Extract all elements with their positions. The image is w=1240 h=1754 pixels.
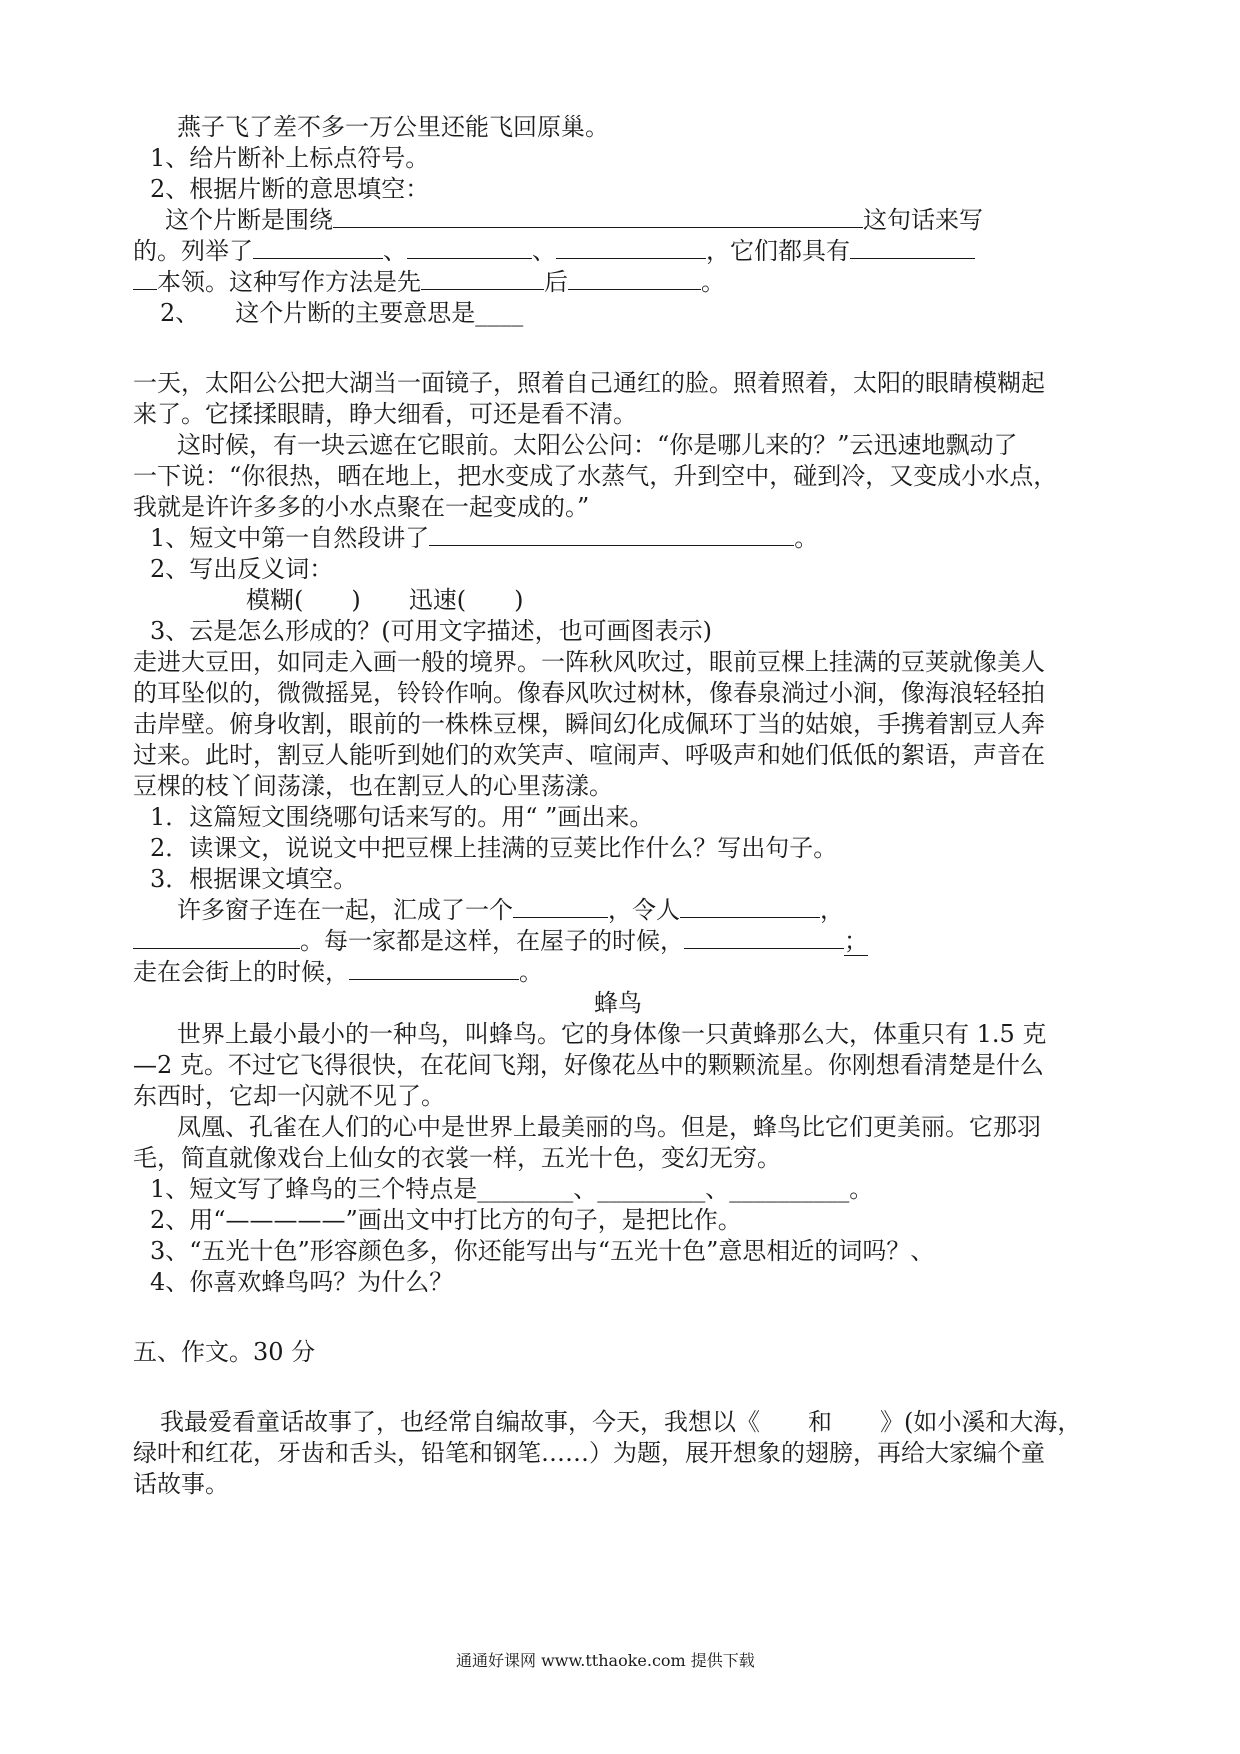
- question-line: 4、你喜欢蜂鸟吗？为什么？: [150, 1268, 454, 1296]
- paragraph-line: 的耳坠似的，微微摇晃，铃铃作响。像春风吹过树林，像春泉淌过小涧，像海浪轻轻拍: [133, 679, 1045, 707]
- text-fragment: 。每一家都是这样，在屋子的时候，: [300, 927, 684, 955]
- fill-blank-line: [133, 265, 725, 299]
- text-fragment: 这个片断是围绕: [165, 206, 333, 234]
- text-fragment: 走在会街上的时候，: [133, 958, 349, 986]
- text-fragment: ，它们都具有: [706, 237, 850, 265]
- question-line: 3、云是怎么形成的？(可用文字描述，也可画图表示): [150, 617, 712, 645]
- question-line: 2．读课文，说说文中把豆棵上挂满的豆荚比作什么？写出句子。: [150, 834, 838, 862]
- paragraph-line: 一天，太阳公公把大湖当一面镜子，照着自己通红的脸。照着照着，太阳的眼睛模糊起: [133, 369, 1045, 397]
- answer-blank[interactable]: [684, 924, 844, 949]
- fill-blank-line: [133, 234, 975, 268]
- text-line: 燕子飞了差不多一万公里还能飞回原巢。: [177, 113, 609, 141]
- fill-blank-line: [133, 955, 543, 989]
- paragraph-line: 豆棵的枝丫间荡漾，也在割豆人的心里荡漾。: [133, 772, 613, 800]
- text-fragment: 后: [544, 268, 568, 296]
- paragraph-line: 走进大豆田，如同走入画一般的境界。一阵秋风吹过，眼前豆棵上挂满的豆荚就像美人: [133, 648, 1045, 676]
- paragraph-line: 毛，简直就像戏台上仙女的衣裳一样，五光十色，变幻无穷。: [133, 1144, 781, 1172]
- paragraph-line: 绿叶和红花，牙齿和舌头，铅笔和钢笔……）为题，展开想象的翅膀，再给大家编个童: [133, 1439, 1045, 1467]
- question-line: 2、 这个片断的主要意思是____: [160, 299, 524, 327]
- answer-blank[interactable]: [333, 203, 863, 228]
- paragraph-line: 过来。此时，割豆人能听到她们的欢笑声、喧闹声、呼吸声和她们低低的絮语，声音在: [133, 741, 1045, 769]
- paragraph-line: 我就是许许多多的小水点聚在一起变成的。”: [133, 493, 590, 521]
- text-fragment: 许多窗子连在一起，汇成了一个: [177, 896, 513, 924]
- paragraph-line: 这时候，有一块云遮在它眼前。太阳公公问：“你是哪儿来的？”云迅速地飘动了: [177, 431, 1018, 459]
- paragraph-line: 击岸壁。俯身收割，眼前的一株株豆棵，瞬间幻化成佩环丁当的姑娘，手携着割豆人奔: [133, 710, 1045, 738]
- answer-blank[interactable]: [568, 265, 701, 290]
- question-line: 2、用“—————”画出文中打比方的句子，是把比作。: [150, 1206, 742, 1234]
- answer-blank[interactable]: [349, 955, 519, 980]
- section-heading: 五、作文。30 分: [133, 1338, 316, 1366]
- paragraph-line: 凤凰、孔雀在人们的心中是世界上最美丽的鸟。但是，蜂鸟比它们更美丽。它那羽: [177, 1113, 1041, 1141]
- paragraph-line: —2 克。不过它飞得很快，在花间飞翔，好像花丛中的颗颗流星。你刚想看清楚是什么: [133, 1051, 1044, 1079]
- answer-blank[interactable]: [407, 234, 532, 259]
- answer-blank[interactable]: [133, 924, 300, 949]
- paragraph-line: 世界上最小最小的一种鸟，叫蜂鸟。它的身体像一只黄蜂那么大，体重只有 1.5 克: [177, 1020, 1047, 1048]
- question-line: 1、短文写了蜂鸟的三个特点是________、_________、__________。: [150, 1175, 874, 1203]
- antonym-prompt: 模糊( ) 迅速( ): [246, 586, 524, 614]
- question-line: 3．根据课文填空。: [150, 865, 358, 893]
- page-footer: 通通好课网 www.tthaoke.com 提供下载: [456, 1651, 755, 1670]
- paragraph-line: 我最爱看童话故事了，也经常自编故事，今天，我想以《 和 》(如小溪和大海，: [160, 1408, 1082, 1436]
- question-line: 2、写出反义词：: [150, 555, 334, 583]
- paragraph-line: 东西时，它却一闪就不见了。: [133, 1082, 445, 1110]
- fill-blank-line: [165, 203, 983, 237]
- answer-blank[interactable]: [680, 893, 820, 918]
- text-fragment: ；: [844, 927, 868, 955]
- question-line: 1．这篇短文围绕哪句话来写的。用“ ”画出来。: [150, 803, 654, 831]
- text-fragment: 、: [383, 237, 407, 265]
- question-line: 3、“五光十色”形容颜色多，你还能写出与“五光十色”意思相近的词吗？、: [150, 1237, 935, 1265]
- paragraph-line: 来了。它揉揉眼睛，睁大细看，可还是看不清。: [133, 400, 637, 428]
- text-fragment: 本领。这种写作方法是先: [157, 268, 421, 296]
- text-fragment: 1、短文中第一自然段讲了: [150, 524, 430, 552]
- text-fragment: 这句话来写: [863, 206, 983, 234]
- fill-blank-line: [177, 893, 844, 927]
- answer-blank[interactable]: [850, 234, 975, 259]
- text-fragment: 。: [701, 268, 725, 296]
- answer-blank[interactable]: [429, 521, 794, 546]
- answer-blank[interactable]: [513, 893, 608, 918]
- fill-blank-line: [150, 521, 818, 555]
- text-fragment: 、: [532, 237, 556, 265]
- text-fragment: 的。列举了: [133, 237, 253, 265]
- text-fragment: ，: [820, 896, 844, 924]
- question-line: 2、根据片断的意思填空：: [150, 175, 430, 203]
- text-fragment: 。: [519, 958, 543, 986]
- paragraph-line: 一下说：“你很热，晒在地上，把水变成了水蒸气，升到空中，碰到冷，又变成小水点，: [133, 462, 1058, 490]
- answer-blank[interactable]: [421, 265, 544, 290]
- answer-blank[interactable]: [556, 234, 706, 259]
- text-fragment: ，令人: [608, 896, 680, 924]
- text-fragment: 。: [794, 524, 819, 552]
- answer-blank[interactable]: [133, 265, 157, 290]
- section-title: 蜂鸟: [594, 989, 642, 1017]
- question-line: 1、给片断补上标点符号。: [150, 144, 430, 172]
- answer-blank[interactable]: [253, 234, 383, 259]
- fill-blank-line: [133, 924, 868, 958]
- paragraph-line: 话故事。: [133, 1470, 229, 1498]
